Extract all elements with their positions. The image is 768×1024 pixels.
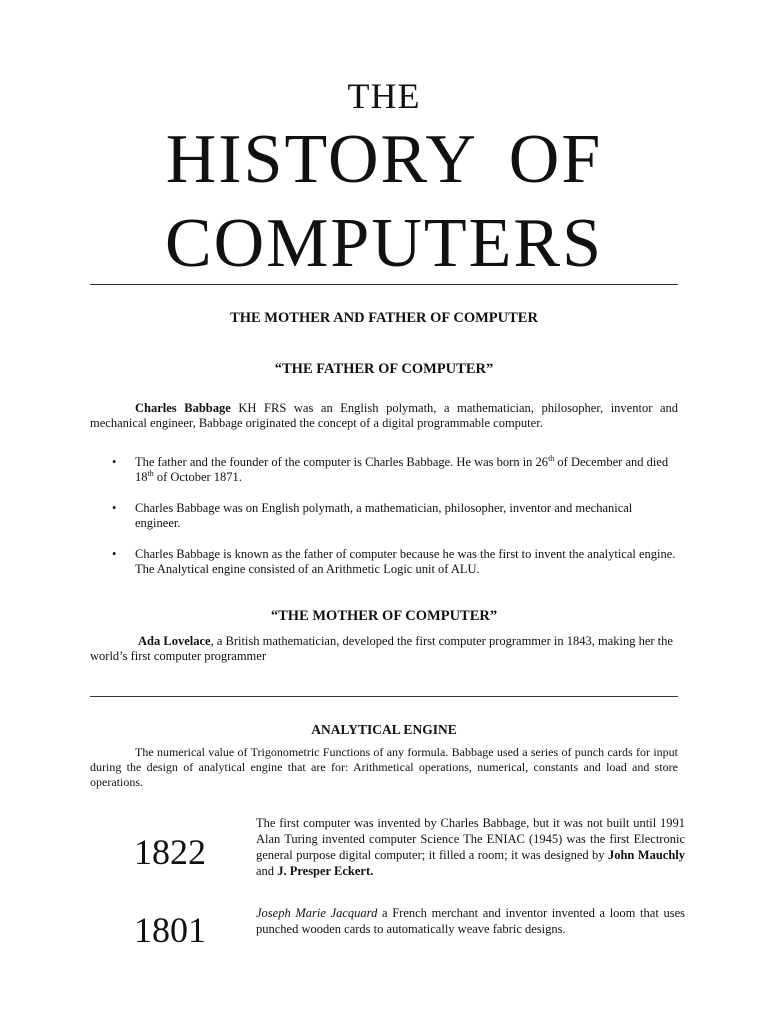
bullet-icon: • (112, 501, 117, 515)
father-intro-paragraph (90, 401, 678, 431)
bullet-text: Charles Babbage was on English polymath, a mathematician, philosopher, inventor and mechanical engineer. (135, 501, 633, 530)
mother-text: , a British mathematician, developed the first computer programmer in 1843, making her the world’s first computer programmer (90, 634, 673, 663)
timeline-year-1801: 1801 (134, 910, 206, 950)
charles-babbage-name: Charles Babbage (135, 401, 231, 415)
timeline-text-1822: The first computer was invented by Charles Babbage, but it was not built until 1991 Alan Turing invented computer Science The ENIAC (1945) was the first Electronic general purpose digital computer; it filled a room; it was designed by John Mauchly and J. Presper Eckert. (256, 816, 685, 878)
mother-heading: “THE MOTHER OF COMPUTER” (270, 608, 498, 624)
analytical-engine-paragraph: The numerical value of Trigonometric Functions of any formula. Babbage used a series of punch cards for input during the design of analytical engine that are for: Arithmetical operations, numerical, constants and load and store operations. (90, 745, 678, 789)
bullet-icon: • (112, 455, 117, 469)
ada-lovelace-name: Ada Lovelace (138, 634, 211, 648)
timeline-year-1822: 1822 (134, 832, 206, 872)
father-heading: “THE FATHER OF COMPUTER” (274, 361, 494, 377)
title-the: THE (347, 76, 421, 116)
title-computers: COMPUTERS (164, 205, 604, 282)
section-heading-mother-father: THE MOTHER AND FATHER OF COMPUTER (230, 310, 538, 326)
bullet-icon: • (112, 547, 117, 561)
father-intro-text: KH FRS was an English polymath, a mathematician, philosopher, inventor and mechanical engineer, Babbage originated the concept of a digital programmable computer. (90, 401, 678, 430)
analytical-engine-heading: ANALYTICAL ENGINE (311, 722, 457, 737)
title-history-of: HISTORY OF (165, 121, 603, 198)
bullet-text: Charles Babbage is known as the father of computer because he was the first to invent the analytical engine. The Analytical engine consisted of an Arithmetic Logic unit of ALU. (135, 547, 676, 576)
title-divider (90, 284, 678, 285)
mother-paragraph (90, 634, 678, 664)
bullet-text: The father and the founder of the computer is Charles Babbage. He was born in 26th of December and died 18th of October 1871. (135, 453, 669, 484)
section-divider (90, 696, 678, 697)
timeline-text-1801: Joseph Marie Jacquard a French merchant and inventor invented a loom that uses punched wooden cards to automatically weave fabric designs. (256, 906, 685, 936)
